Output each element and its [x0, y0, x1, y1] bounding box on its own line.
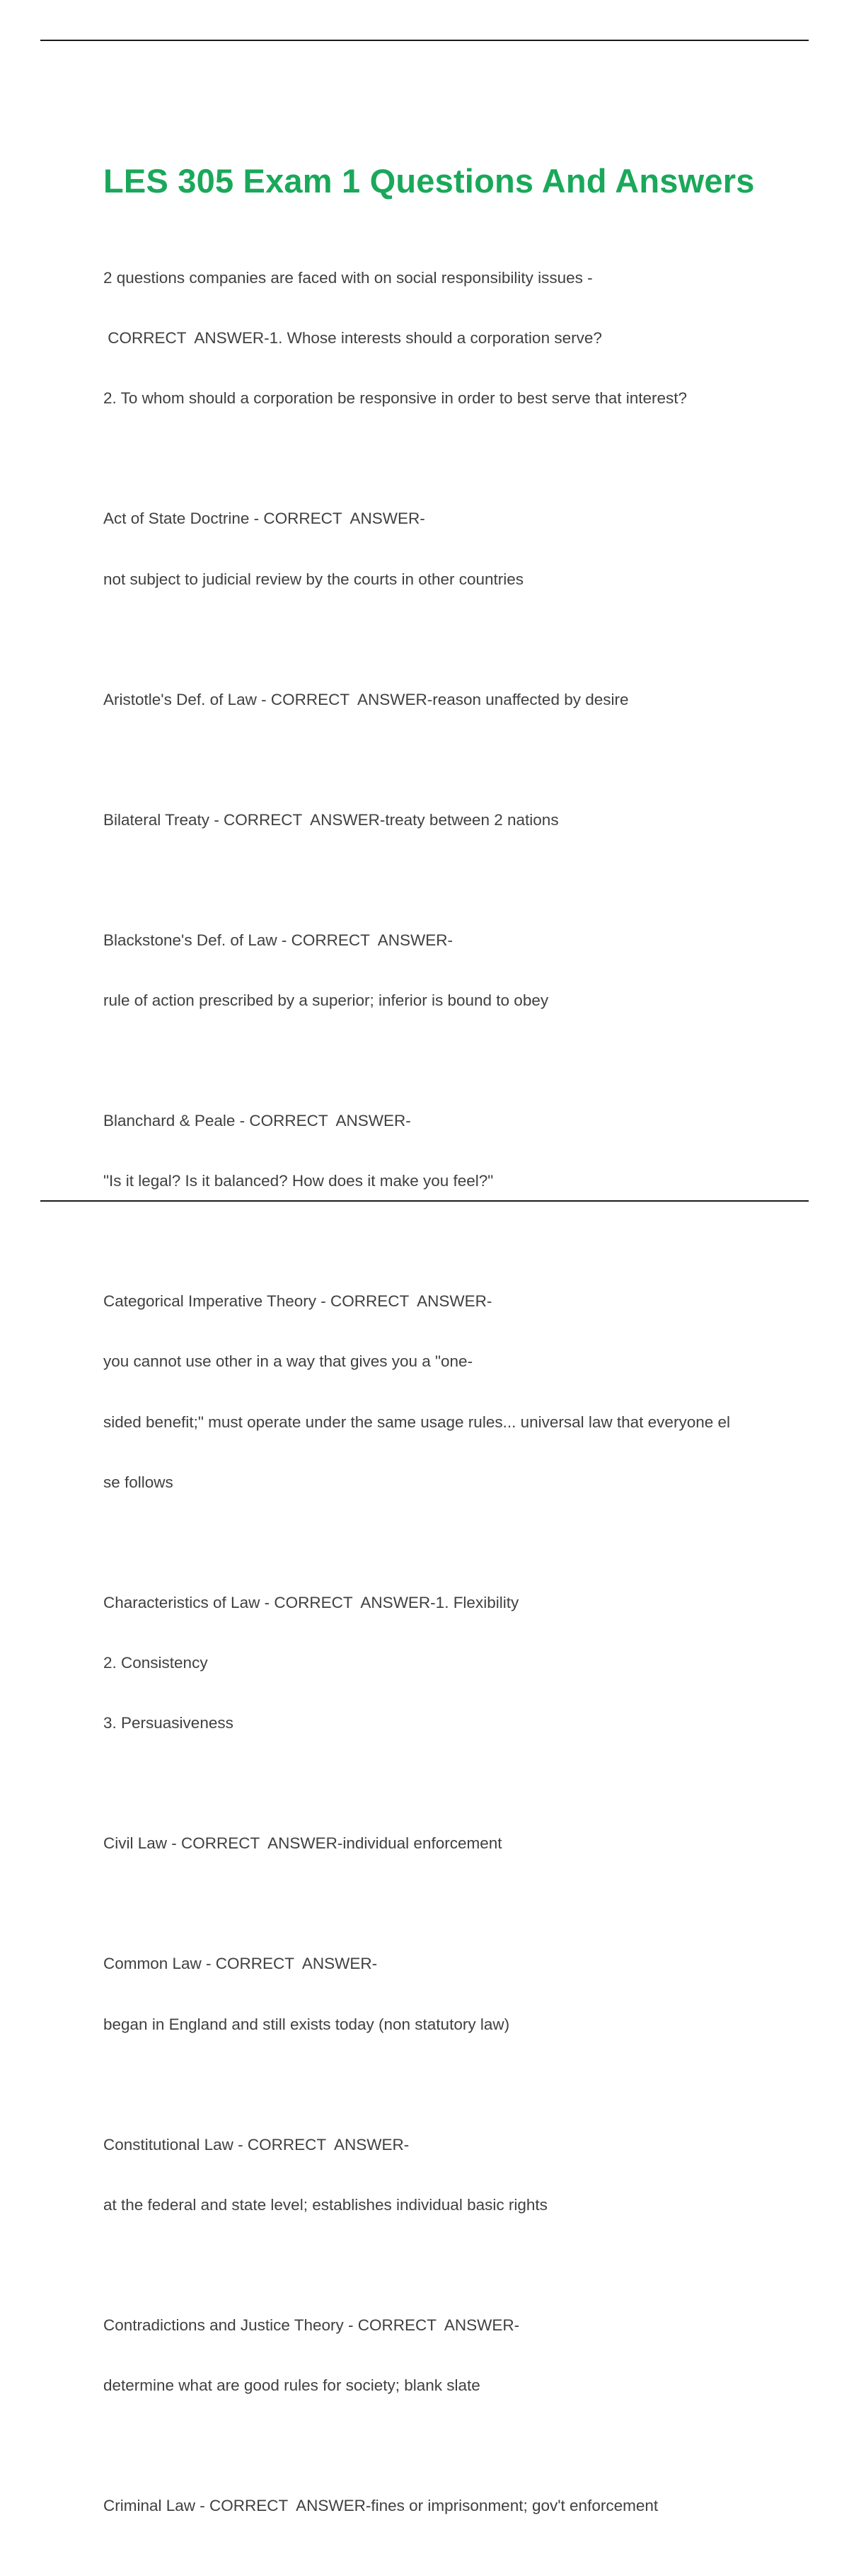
- qa-entry: [103, 650, 775, 750]
- qa-entry: [103, 2095, 775, 2255]
- entry-line: not subject to judicial review by the courts in other countries: [103, 570, 524, 588]
- entry-line: Constitutional Law - CORRECT ANSWER-: [103, 2135, 410, 2154]
- entry-line: Bilateral Treaty - CORRECT ANSWER-treaty between 2 nations: [103, 810, 559, 829]
- entry-line: began in England and still exists today (non statutory law): [103, 2015, 510, 2033]
- qa-entry: [103, 770, 775, 870]
- entry-line: determine what are good rules for society; blank slate: [103, 2376, 480, 2394]
- entry-line: 2. Consistency: [103, 1654, 208, 1672]
- bottom-divider: [40, 1200, 809, 1202]
- qa-entry: [103, 2275, 775, 2436]
- qa-entry: [103, 1553, 775, 1773]
- qa-entry: [103, 890, 775, 1051]
- entry-line: sided benefit;" must operate under the same usage rules... universal law that everyone el: [103, 1413, 730, 1431]
- document-title: LES 305 Exam 1 Questions And Answers: [103, 162, 755, 200]
- entry-line: "Is it legal? Is it balanced? How does it make you feel?": [103, 1172, 494, 1190]
- entry-line: CORRECT ANSWER-1. Whose interests should a corporation serve?: [103, 329, 602, 347]
- entry-line: se follows: [103, 1473, 173, 1491]
- entry-line: Act of State Doctrine - CORRECT ANSWER-: [103, 510, 425, 528]
- entry-line: Categorical Imperative Theory - CORRECT ANSWER-: [103, 1292, 492, 1311]
- entry-line: at the federal and state level; establishes individual basic rights: [103, 2195, 548, 2214]
- entry-line: Contradictions and Justice Theory - CORRECT ANSWER-: [103, 2316, 520, 2334]
- qa-entry: [103, 228, 775, 449]
- qa-entry: [103, 1071, 775, 1231]
- entry-line: Characteristics of Law - CORRECT ANSWER-1. Flexibility: [103, 1593, 519, 1611]
- entry-line: 2. To whom should a corporation be responsive in order to best serve that interest?: [103, 389, 688, 408]
- entry-line: Aristotle's Def. of Law - CORRECT ANSWER-reason unaffected by desire: [103, 690, 629, 708]
- entry-line: 3. Persuasiveness: [103, 1714, 233, 1732]
- entry-line: 2 questions companies are faced with on social responsibility issues -: [103, 268, 593, 287]
- top-divider: [40, 40, 809, 41]
- entry-line: Common Law - CORRECT ANSWER-: [103, 1955, 378, 1973]
- entry-line: Blanchard & Peale - CORRECT ANSWER-: [103, 1111, 411, 1129]
- entry-line: Criminal Law - CORRECT ANSWER-fines or imprisonment; gov't enforcement: [103, 2497, 659, 2515]
- qa-entry: [103, 1251, 775, 1533]
- document-body: [103, 160, 775, 2576]
- qa-entry: [103, 1793, 775, 1894]
- entry-line: rule of action prescribed by a superior; inferior is bound to obey: [103, 991, 549, 1009]
- qa-entry: [103, 468, 775, 629]
- entry-line: Civil Law - CORRECT ANSWER-individual enforcement: [103, 1834, 502, 1853]
- qa-entry: [103, 2456, 775, 2556]
- qa-entry: [103, 1914, 775, 2074]
- entry-line: you cannot use other in a way that gives you a "one-: [103, 1352, 473, 1371]
- entry-line: Blackstone's Def. of Law - CORRECT ANSWER-: [103, 931, 454, 949]
